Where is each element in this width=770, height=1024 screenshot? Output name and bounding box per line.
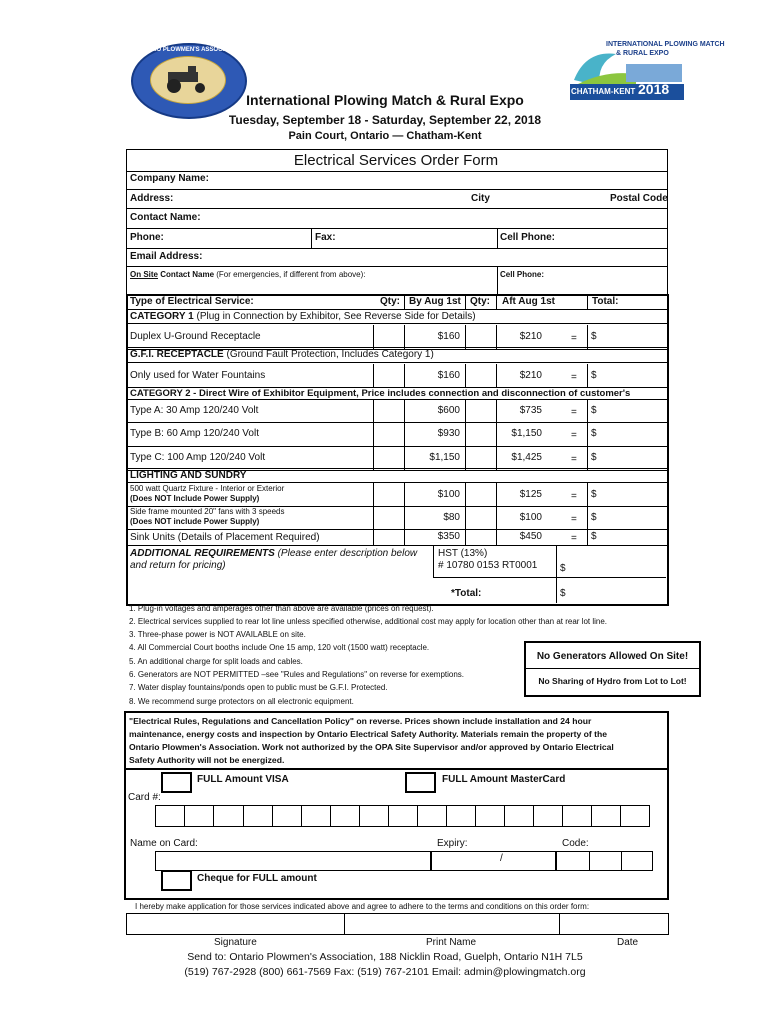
address-label: Address: [130,193,174,204]
duplex-receptacle-label: Duplex U-Ground Receptacle [130,331,261,342]
expiry-field[interactable] [430,851,556,871]
type-b-60amp-qty-early[interactable] [375,423,403,445]
name-on-card-label: Name on Card: [130,838,198,849]
type-c-100amp-price-late: $1,425 [511,452,542,463]
qty-header-1: Qty: [380,296,400,307]
sink-units-qty-early[interactable] [375,530,403,544]
card-digit-cell[interactable] [418,805,447,827]
note-item: 3. Three-phase power is NOT AVAILABLE on site. [129,630,306,639]
fax-label: Fax: [315,232,336,243]
onsite-cell-label: Cell Phone: [500,270,545,279]
date-label: Date [617,937,639,948]
code-field[interactable] [556,851,653,871]
water-fountain-gfi-price-late: $210 [519,369,542,381]
send-to-address: Send to: Ontario Plowmen's Association, 188 Nicklin Road, Guelph, Ontario N1H 7L5 [187,951,583,963]
contact-name-label: Contact Name: [130,212,201,223]
agreement-text: I hereby make application for those services indicated above and agree to adhere to the terms and conditions on this order form: [135,902,590,911]
rules-line: "Electrical Rules, Regulations and Cancellation Policy" on reverse. Prices shown include installation and 24 hour [129,716,592,726]
fans-20in-qty-early[interactable] [375,507,403,528]
type-b-60amp-dollar: $ [591,428,597,439]
water-fountain-gfi-total-field[interactable] [601,365,661,386]
date-field[interactable] [559,913,669,935]
card-digit-cell[interactable] [331,805,360,827]
duplex-receptacle-equals: = [571,333,577,344]
sink-units-price-early: $350 [437,531,460,542]
type-b-60amp-price-early: $930 [437,428,460,439]
card-digit-cell[interactable] [156,805,185,827]
sink-units-price-late: $450 [519,531,542,542]
expiry-slash: / [500,853,503,864]
fans-20in-equals: = [571,513,577,525]
quartz-desc: 500 watt Quartz Fixture - Interior or Exterior [130,484,285,493]
cheque-checkbox[interactable] [161,870,192,891]
quartz-fixture-qty-late[interactable] [467,484,495,505]
by-aug-header: By Aug 1st [409,296,461,307]
sink-units-total-field[interactable] [601,530,661,544]
card-digit-cell[interactable] [244,805,273,827]
card-digit-cell[interactable] [563,805,592,827]
card-digit-cell[interactable] [185,805,214,827]
quartz-note: (Does NOT Include Power Supply) [130,494,260,503]
hst-label: HST (13%) [438,548,488,559]
card-digit-cell[interactable] [447,805,476,827]
duplex-receptacle-qty-late[interactable] [467,326,495,348]
sink-units-equals: = [571,533,577,544]
type-a-30amp-total-field[interactable] [601,401,661,421]
note-item: 5. An additional charge for split loads and cables. [129,657,303,666]
generator-notice-box [524,641,701,697]
note-item: 6. Generators are NOT PERMITTED –see "Rules and Regulations" on reverse for exemptions. [129,670,465,679]
hst-amount-field[interactable] [570,548,662,576]
additional-requirements-line2: and return for pricing) [130,560,226,571]
signature-field[interactable] [126,913,345,935]
mastercard-checkbox[interactable] [405,772,436,793]
visa-label: FULL Amount VISA [197,774,289,785]
note-item: 2. Electrical services supplied to rear lot line unless specified otherwise, additional cost may apply for location other than at rear lot line. [129,617,608,626]
email-label: Email Address: [130,251,203,262]
card-number-label: Card #: [128,792,161,803]
water-fountain-gfi-equals: = [571,371,577,383]
event-title: International Plowing Match & Rural Expo [246,92,524,108]
cell-phone-label: Cell Phone: [500,232,556,243]
card-digit-cell[interactable] [389,805,418,827]
fans-20in-total-field[interactable] [601,507,661,528]
fans-note: (Does NOT include Power Supply) [130,517,260,526]
total-header: Total: [592,296,619,307]
quartz-fixture-total-field[interactable] [601,484,661,505]
water-fountain-gfi-dollar: $ [591,369,597,381]
quartz-fixture-qty-early[interactable] [375,484,403,505]
quartz-fixture-price-late: $125 [519,488,542,500]
sink-units-qty-late[interactable] [467,530,495,544]
category-1-heading: CATEGORY 1 (Plug in Connection by Exhibitor, See Reverse Side for Details) [130,311,476,322]
type-c-100amp-label: Type C: 100 Amp 120/240 Volt [130,452,266,463]
quartz-fixture-dollar: $ [591,488,597,500]
type-b-60amp-price-late: $1,150 [511,428,542,439]
hst-number: # 10780 0153 RT0001 [438,560,538,571]
card-digit-cell[interactable] [534,805,563,827]
onsite-contact-label: On Site Contact Name (For emergencies, if different from above): [130,270,366,279]
print-name-label: Print Name [426,937,477,948]
type-a-30amp-equals: = [571,407,577,418]
fans-20in-price-late: $100 [519,511,542,523]
signature-label: Signature [214,937,257,948]
duplex-receptacle-total-field[interactable] [601,326,661,348]
postal-code-label: Postal Code [610,193,668,204]
no-sharing-notice: No Sharing of Hydro from Lot to Lot! [538,676,687,686]
type-c-100amp-dollar: $ [591,452,597,463]
right-logo-line2: & RURAL EXPO [616,50,669,57]
gfi-heading: G.F.I. RECEPTACLE (Ground Fault Protection, Includes Category 1) [130,349,434,360]
tractor-icon [160,64,216,94]
company-name-field[interactable] [200,172,660,188]
form-title: Electrical Services Order Form [293,152,499,169]
card-digit-cell[interactable] [360,805,389,827]
right-logo-place: CHATHAM-KENT [571,87,636,96]
type-a-30amp-dollar: $ [591,405,597,416]
note-item: 4. All Commercial Court booths include One 15 amp, 120 volt (1500 watt) receptacle. [129,643,430,652]
duplex-receptacle-qty-early[interactable] [375,326,403,348]
type-c-100amp-price-early: $1,150 [429,452,460,463]
grand-total-dollar: $ [560,588,566,599]
right-logo-year: 2018 [638,81,670,97]
type-c-100amp-total-field[interactable] [601,447,661,469]
type-header: Type of Electrical Service: [130,296,254,307]
quartz-fixture-equals: = [571,490,577,502]
print-name-field[interactable] [344,913,560,935]
sink-units-dollar: $ [591,531,597,542]
fans-desc: Side frame mounted 20" fans with 3 speeds [130,507,285,516]
fans-20in-price-early: $80 [443,511,460,523]
sink-desc: Sink Units (Details of Placement Required) [130,532,320,543]
grand-total-field[interactable] [570,580,662,600]
card-digit-cell[interactable] [592,805,621,827]
card-digit-cell[interactable] [273,805,302,827]
city-label: City [471,193,490,204]
grand-total-label: *Total: [451,588,482,599]
card-digit-cell[interactable] [476,805,505,827]
expiry-label: Expiry: [437,838,468,849]
right-logo-line1: INTERNATIONAL PLOWING MATCH [606,41,725,48]
name-on-card-field[interactable] [155,851,432,871]
water-fountain-gfi-price-early: $160 [437,369,460,381]
type-a-30amp-price-late: $735 [519,405,542,416]
left-logo-text: ONTARIO PLOWMEN'S ASSOCIATION [134,47,243,53]
water-fountain-gfi-qty-early[interactable] [375,365,403,386]
fans-20in-qty-late[interactable] [467,507,495,528]
quartz-fixture-price-early: $100 [437,488,460,500]
type-a-30amp-label: Type A: 30 Amp 120/240 Volt [130,405,259,416]
contact-numbers: (519) 767-2928 (800) 661-7569 Fax: (519) 767-2101 Email: admin@plowingmatch.org [184,966,586,978]
qty-header-2: Qty: [470,296,490,307]
card-digit-cell[interactable] [302,805,331,827]
type-b-60amp-qty-late[interactable] [467,423,495,445]
fans-20in-dollar: $ [591,511,597,523]
event-dates: Tuesday, September 18 - Saturday, September 22, 2018 [228,113,542,127]
type-a-30amp-price-early: $600 [437,405,460,416]
cheque-label: Cheque for FULL amount [197,873,317,884]
type-b-60amp-equals: = [571,430,577,441]
water-fountain-gfi-qty-late[interactable] [467,365,495,386]
hst-dollar: $ [560,563,566,574]
card-digit-cell[interactable] [214,805,244,827]
rules-line: maintenance, energy costs and inspection by Ontario Electrical Safety Authority. Materials remain the property of the [129,729,608,739]
event-location: Pain Court, Ontario — Chatham-Kent [288,130,482,142]
type-b-60amp-total-field[interactable] [601,423,661,445]
code-label: Code: [562,838,589,849]
card-digit-cell[interactable] [505,805,534,827]
rules-line: Safety Authority will not be energized. [129,755,285,765]
no-generators-notice: No Generators Allowed On Site! [536,651,689,662]
lighting-heading: LIGHTING AND SUNDRY [130,470,247,481]
visa-checkbox[interactable] [161,772,192,793]
category-2-heading: CATEGORY 2 - Direct Wire of Exhibitor Equipment, Price includes connection and disconnection of customer's [130,388,631,399]
card-number-field[interactable] [155,805,650,827]
note-item: 1. Plug-in voltages and amperages other than above are available (prices on request). [129,604,434,613]
type-c-100amp-equals: = [571,454,577,465]
type-a-30amp-qty-late[interactable] [467,401,495,421]
aft-aug-header: Aft Aug 1st [502,296,555,307]
type-c-100amp-qty-early[interactable] [375,447,403,469]
phone-label: Phone: [130,232,164,243]
additional-requirements: ADDITIONAL REQUIREMENTS (Please enter description below [130,548,418,559]
mastercard-label: FULL Amount MasterCard [442,774,566,785]
duplex-receptacle-dollar: $ [591,331,597,342]
type-b-60amp-label: Type B: 60 Amp 120/240 Volt [130,428,259,439]
type-a-30amp-qty-early[interactable] [375,401,403,421]
rules-line: Ontario Plowmen's Association. Work not authorized by the OPA Site Supervisor and/or approved by Ontario Electrical [129,742,614,752]
duplex-receptacle-price-early: $160 [437,331,460,342]
duplex-receptacle-price-late: $210 [519,331,542,342]
company-name-label: Company Name: [130,173,209,184]
card-digit-cell[interactable] [621,805,650,827]
note-item: 8. We recommend surge protectors on all electronic equipment. [129,697,354,706]
note-item: 7. Water display fountains/ponds open to public must be G.F.I. Protected. [129,683,388,692]
type-c-100amp-qty-late[interactable] [467,447,495,469]
water-fountain-gfi-label: Only used for Water Fountains [130,369,266,381]
